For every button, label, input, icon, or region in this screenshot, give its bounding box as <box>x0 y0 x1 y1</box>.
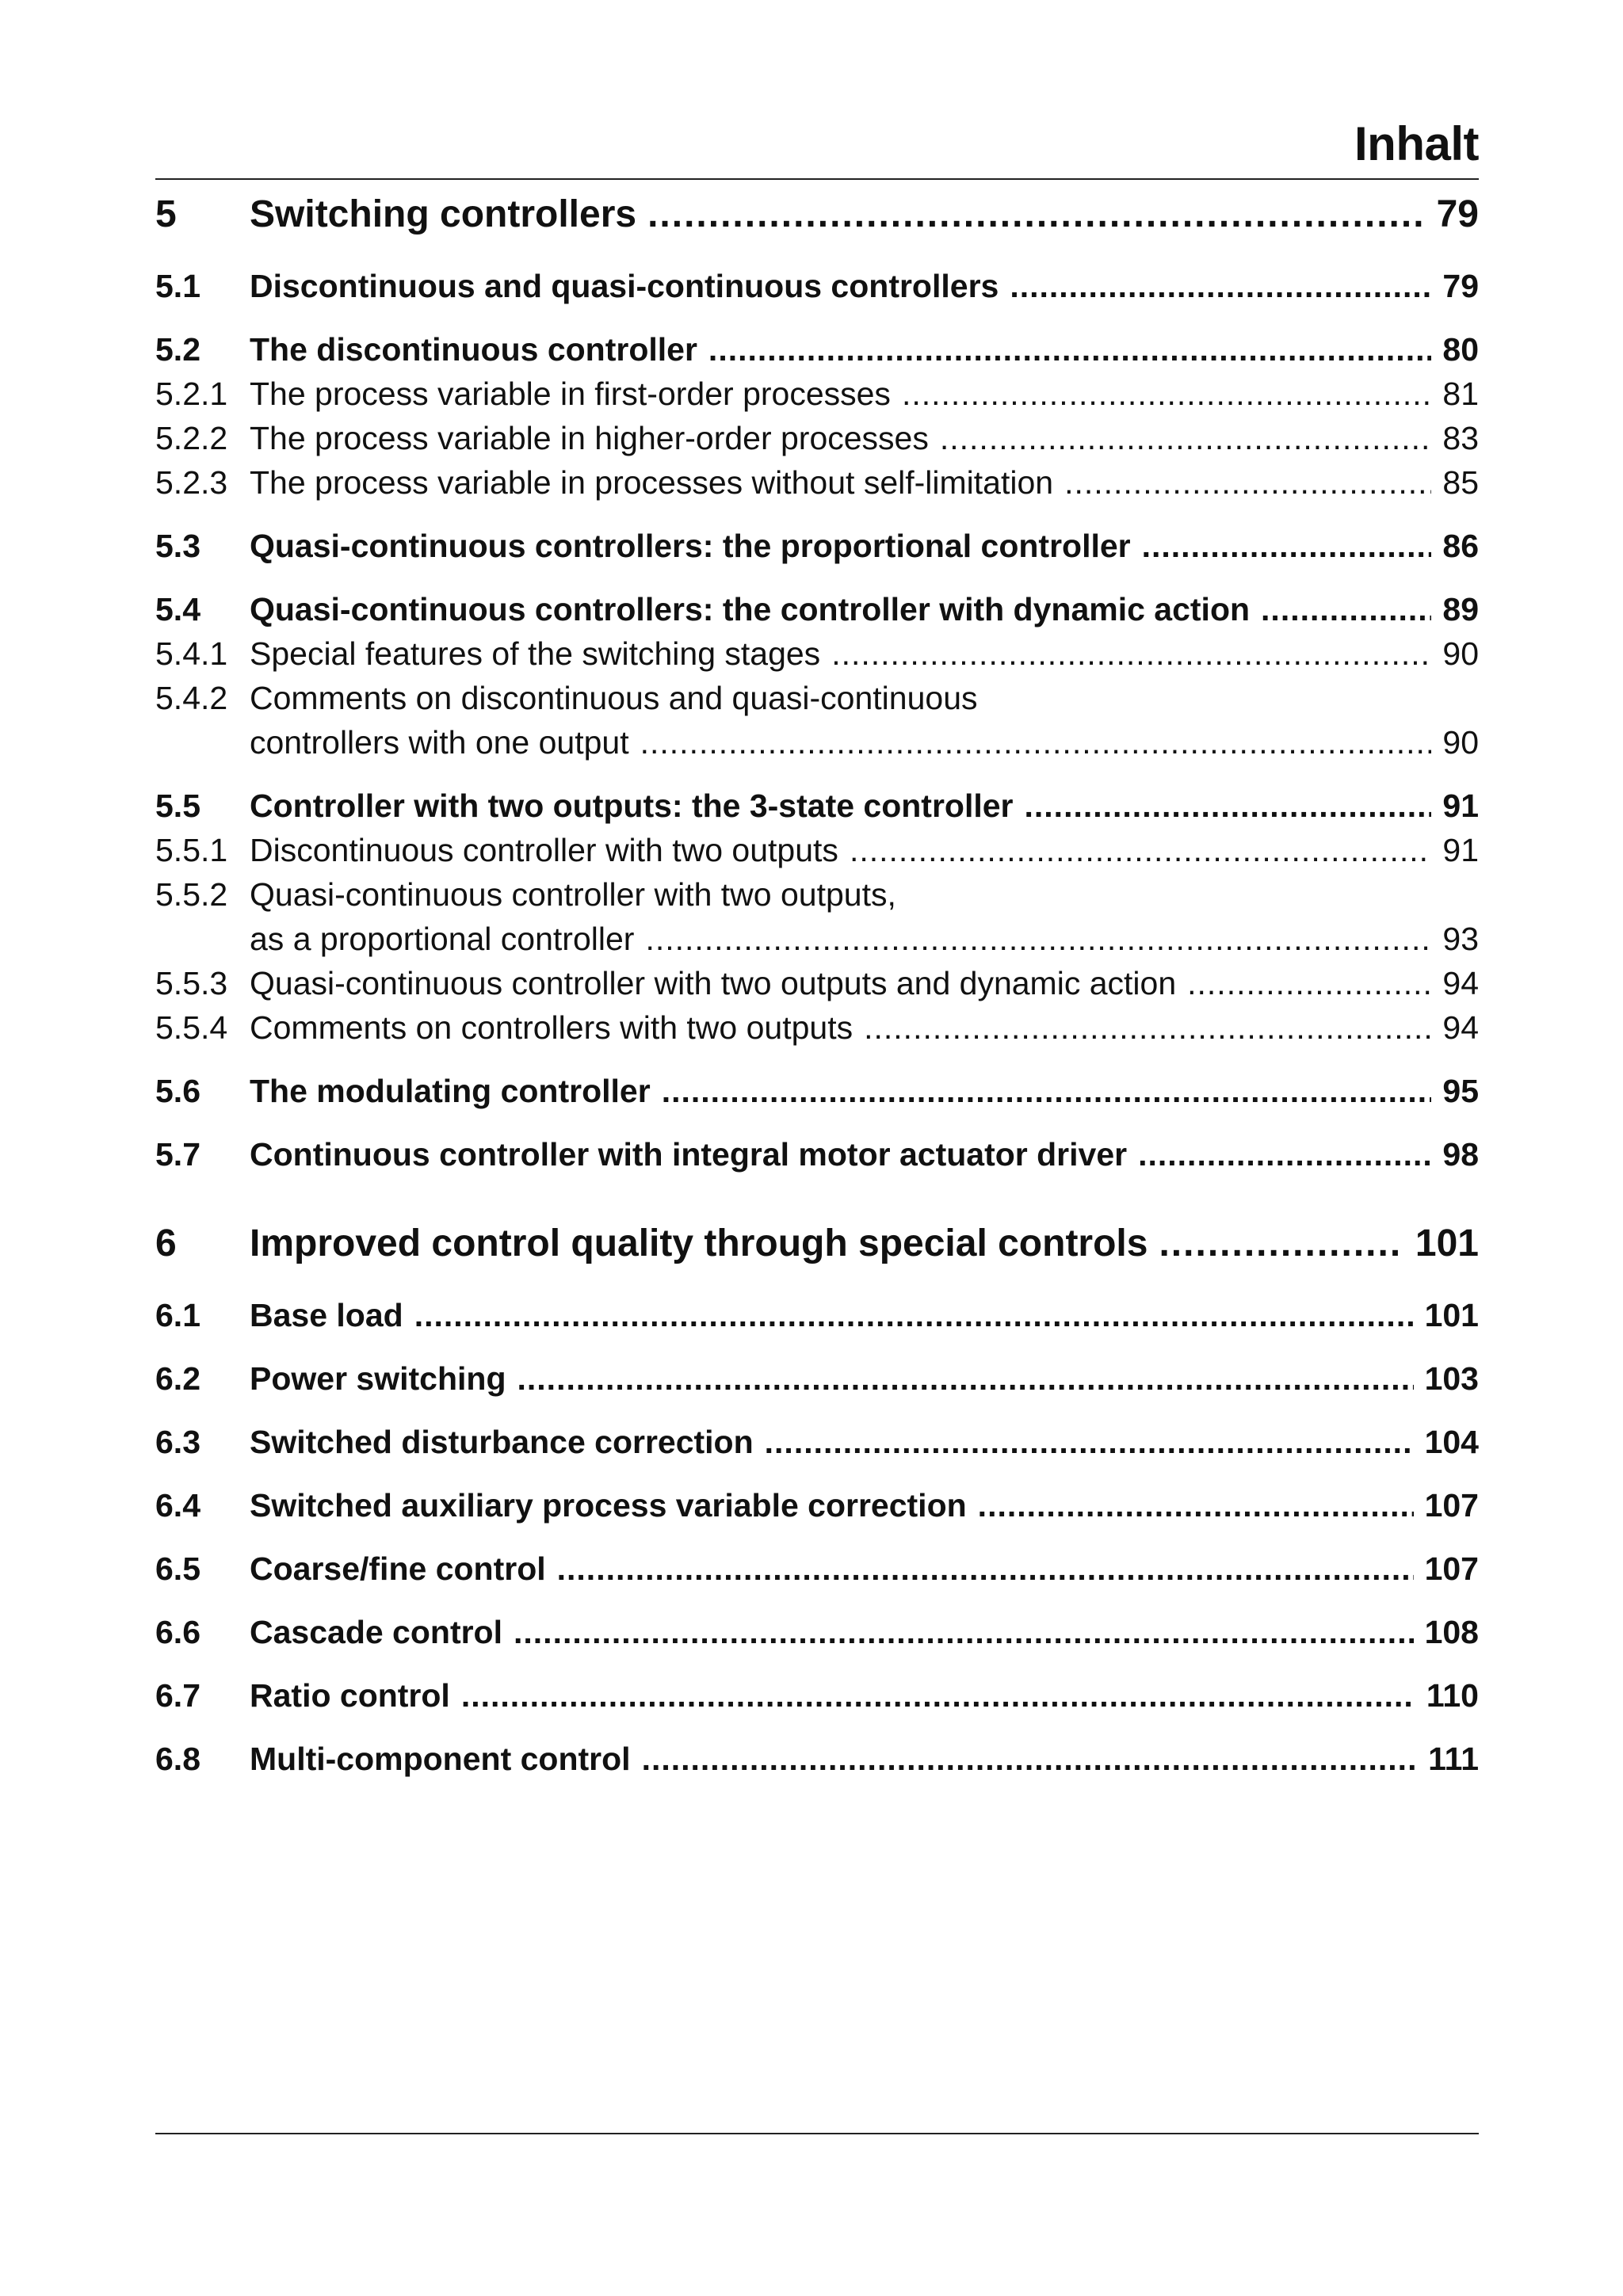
toc-entry[interactable] <box>155 635 1479 679</box>
toc-entry-page: 110 <box>1426 1677 1479 1714</box>
toc-entry-page: 107 <box>1424 1550 1479 1587</box>
dot-leader <box>645 921 1431 958</box>
toc-entry[interactable] <box>155 1423 1479 1467</box>
dot-leader <box>940 420 1432 457</box>
toc-entry[interactable] <box>155 964 1479 1009</box>
toc-entry[interactable] <box>155 1613 1479 1657</box>
toc-entry-page: 81 <box>1442 376 1479 412</box>
toc-entry[interactable] <box>155 1550 1479 1594</box>
toc-entry[interactable] <box>155 787 1479 831</box>
toc-entry[interactable] <box>155 1296 1479 1341</box>
toc-entry-title-line1: Quasi-continuous controller with two outputs, <box>250 876 896 913</box>
toc-entry-page: 104 <box>1424 1424 1479 1460</box>
dot-leader <box>831 635 1431 673</box>
toc-entry-page: 91 <box>1442 832 1479 868</box>
toc-entry-number: 6.3 <box>155 1424 200 1460</box>
dot-leader <box>1159 1222 1403 1265</box>
dot-leader <box>1064 464 1431 502</box>
toc-entry-title: Continuous controller with integral motor actuator driver <box>250 1136 1128 1173</box>
toc-entry-title: The process variable in processes without self-limitation <box>250 464 1054 501</box>
toc-entry-title: Improved control quality through special controls <box>250 1222 1148 1264</box>
toc-entry-number: 5 <box>155 193 177 235</box>
toc-entry-number: 6.4 <box>155 1487 200 1524</box>
toc-entry-number: 5.2.3 <box>155 464 228 501</box>
toc-entry-title: Discontinuous controller with two outputs <box>250 832 838 868</box>
toc-entry-page: 79 <box>1436 193 1479 235</box>
toc-entry-title: Discontinuous and quasi-continuous controllers <box>250 268 999 304</box>
toc-entry[interactable] <box>155 463 1479 508</box>
dot-leader <box>765 1424 1414 1461</box>
toc-entry-number: 6 <box>155 1222 177 1264</box>
toc-entry-number: 5.5.3 <box>155 965 228 1001</box>
toc-entry-number: 6.5 <box>155 1550 200 1587</box>
dot-leader <box>1261 591 1431 628</box>
toc-entry-page: 95 <box>1442 1073 1479 1109</box>
dot-leader <box>1010 268 1431 305</box>
toc-entry[interactable] <box>155 267 1479 311</box>
toc-entry[interactable] <box>155 193 1479 242</box>
toc-entry-title: Quasi-continuous controller with two outputs and dynamic action <box>250 965 1177 1001</box>
dot-leader <box>514 1614 1414 1651</box>
toc-entry-page: 107 <box>1424 1487 1479 1524</box>
toc-entry-number: 6.8 <box>155 1741 200 1777</box>
dot-leader <box>1138 1136 1431 1173</box>
dot-leader <box>902 376 1431 413</box>
toc-entry-title: Switched auxiliary process variable correction <box>250 1487 967 1524</box>
toc-entry-title: The modulating controller <box>250 1073 651 1109</box>
dot-leader <box>557 1550 1414 1588</box>
toc-entry-title: Coarse/fine control <box>250 1550 546 1587</box>
dot-leader <box>978 1487 1414 1524</box>
toc-entry-page: 90 <box>1442 724 1479 761</box>
toc-entry-number: 5.5.2 <box>155 876 228 913</box>
toc-entry[interactable] <box>155 1222 1479 1272</box>
toc-entry-title: Switching controllers <box>250 193 637 235</box>
toc-entry[interactable] <box>155 876 1479 964</box>
dot-leader <box>1142 528 1432 565</box>
toc-entry-number: 6.6 <box>155 1614 200 1650</box>
toc-entry-number: 5.5.4 <box>155 1009 228 1046</box>
toc-entry-number: 6.2 <box>155 1360 200 1397</box>
toc-entry-page: 98 <box>1442 1136 1479 1173</box>
toc-entry[interactable] <box>155 1486 1479 1531</box>
toc-entry-title: Comments on controllers with two outputs <box>250 1009 854 1046</box>
dot-leader <box>414 1297 1414 1334</box>
toc-entry-number: 5.4 <box>155 591 200 627</box>
toc-entry[interactable] <box>155 1072 1479 1116</box>
toc-entry-title: Cascade control <box>250 1614 502 1650</box>
toc-entry[interactable] <box>155 1009 1479 1053</box>
dot-leader <box>1025 788 1432 825</box>
toc-entry-number: 5.5 <box>155 788 200 824</box>
toc-entry-number: 6.1 <box>155 1297 200 1333</box>
dot-leader <box>850 832 1431 869</box>
dot-leader <box>708 331 1431 368</box>
toc-entry[interactable] <box>155 419 1479 463</box>
dot-leader <box>864 1009 1431 1047</box>
toc-entry-page: 93 <box>1442 921 1479 957</box>
toc-entry-title-line1: Comments on discontinuous and quasi-continuous <box>250 680 978 716</box>
toc-entry-title: Ratio control <box>250 1677 450 1714</box>
dot-leader <box>642 1741 1418 1778</box>
toc-entry-page: 86 <box>1442 528 1479 564</box>
toc-entry[interactable] <box>155 1740 1479 1784</box>
page-header-title: Inhalt <box>1354 117 1479 170</box>
toc-entry[interactable] <box>155 1360 1479 1404</box>
footer-divider <box>155 2133 1479 2134</box>
toc-entry-page: 85 <box>1442 464 1479 501</box>
toc-entry-page: 101 <box>1424 1297 1479 1333</box>
toc-entry-title: Multi-component control <box>250 1741 631 1777</box>
toc-entry[interactable] <box>155 1676 1479 1721</box>
toc-entry[interactable] <box>155 831 1479 875</box>
toc-entry-title: controllers with one output <box>250 724 629 761</box>
toc-entry[interactable] <box>155 1135 1479 1180</box>
header-divider <box>155 178 1479 180</box>
toc-entry-page: 83 <box>1442 420 1479 456</box>
toc-entry-number: 5.4.1 <box>155 635 228 672</box>
toc-entry-title: The discontinuous controller <box>250 331 697 368</box>
toc-entry[interactable] <box>155 680 1479 768</box>
toc-entry-page: 79 <box>1442 268 1479 304</box>
toc-entry-title: Controller with two outputs: the 3-state controller <box>250 788 1014 824</box>
toc-entry-page: 103 <box>1424 1360 1479 1397</box>
toc-entry-page: 89 <box>1442 591 1479 627</box>
toc-entry-title: The process variable in higher-order processes <box>250 420 929 456</box>
toc-entry-number: 5.3 <box>155 528 200 564</box>
toc-entry-title: The process variable in first-order processes <box>250 376 891 412</box>
toc-entry-page: 80 <box>1442 331 1479 368</box>
toc-entry-number: 5.2.2 <box>155 420 228 456</box>
toc-entry[interactable] <box>155 375 1479 419</box>
toc-entry[interactable] <box>155 527 1479 571</box>
toc-entry-title: Switched disturbance correction <box>250 1424 754 1460</box>
toc-entry-number: 5.6 <box>155 1073 200 1109</box>
toc-entry-number: 6.7 <box>155 1677 200 1714</box>
toc-entry-title: Special features of the switching stages <box>250 635 821 672</box>
dot-leader <box>647 193 1426 236</box>
dot-leader <box>517 1360 1414 1398</box>
toc-entry-number: 5.5.1 <box>155 832 228 868</box>
dot-leader <box>1187 965 1431 1002</box>
toc-entry-number: 5.1 <box>155 268 200 304</box>
dot-leader <box>662 1073 1432 1110</box>
toc-entry-page: 111 <box>1428 1741 1479 1777</box>
toc-entry[interactable] <box>155 330 1479 375</box>
toc-entry-page: 108 <box>1424 1614 1479 1650</box>
toc-entry-page: 101 <box>1415 1222 1479 1264</box>
toc-entry-number: 5.7 <box>155 1136 200 1173</box>
toc-entry-title: Quasi-continuous controllers: the proportional controller <box>250 528 1131 564</box>
toc-entry-number: 5.2 <box>155 331 200 368</box>
toc-entry-page: 90 <box>1442 635 1479 672</box>
dot-leader <box>461 1677 1415 1714</box>
toc-entry-title: Base load <box>250 1297 403 1333</box>
toc-entry-number: 5.4.2 <box>155 680 228 716</box>
toc-entry-page: 94 <box>1442 965 1479 1001</box>
toc-entry-title: as a proportional controller <box>250 921 635 957</box>
toc-entry-title: Quasi-continuous controllers: the controller with dynamic action <box>250 591 1251 627</box>
toc-entry-page: 94 <box>1442 1009 1479 1046</box>
toc-entry-number: 5.2.1 <box>155 376 228 412</box>
toc-entry-title: Power switching <box>250 1360 506 1397</box>
dot-leader <box>640 724 1432 761</box>
toc-entry[interactable] <box>155 590 1479 635</box>
toc-entry-page: 91 <box>1442 788 1479 824</box>
